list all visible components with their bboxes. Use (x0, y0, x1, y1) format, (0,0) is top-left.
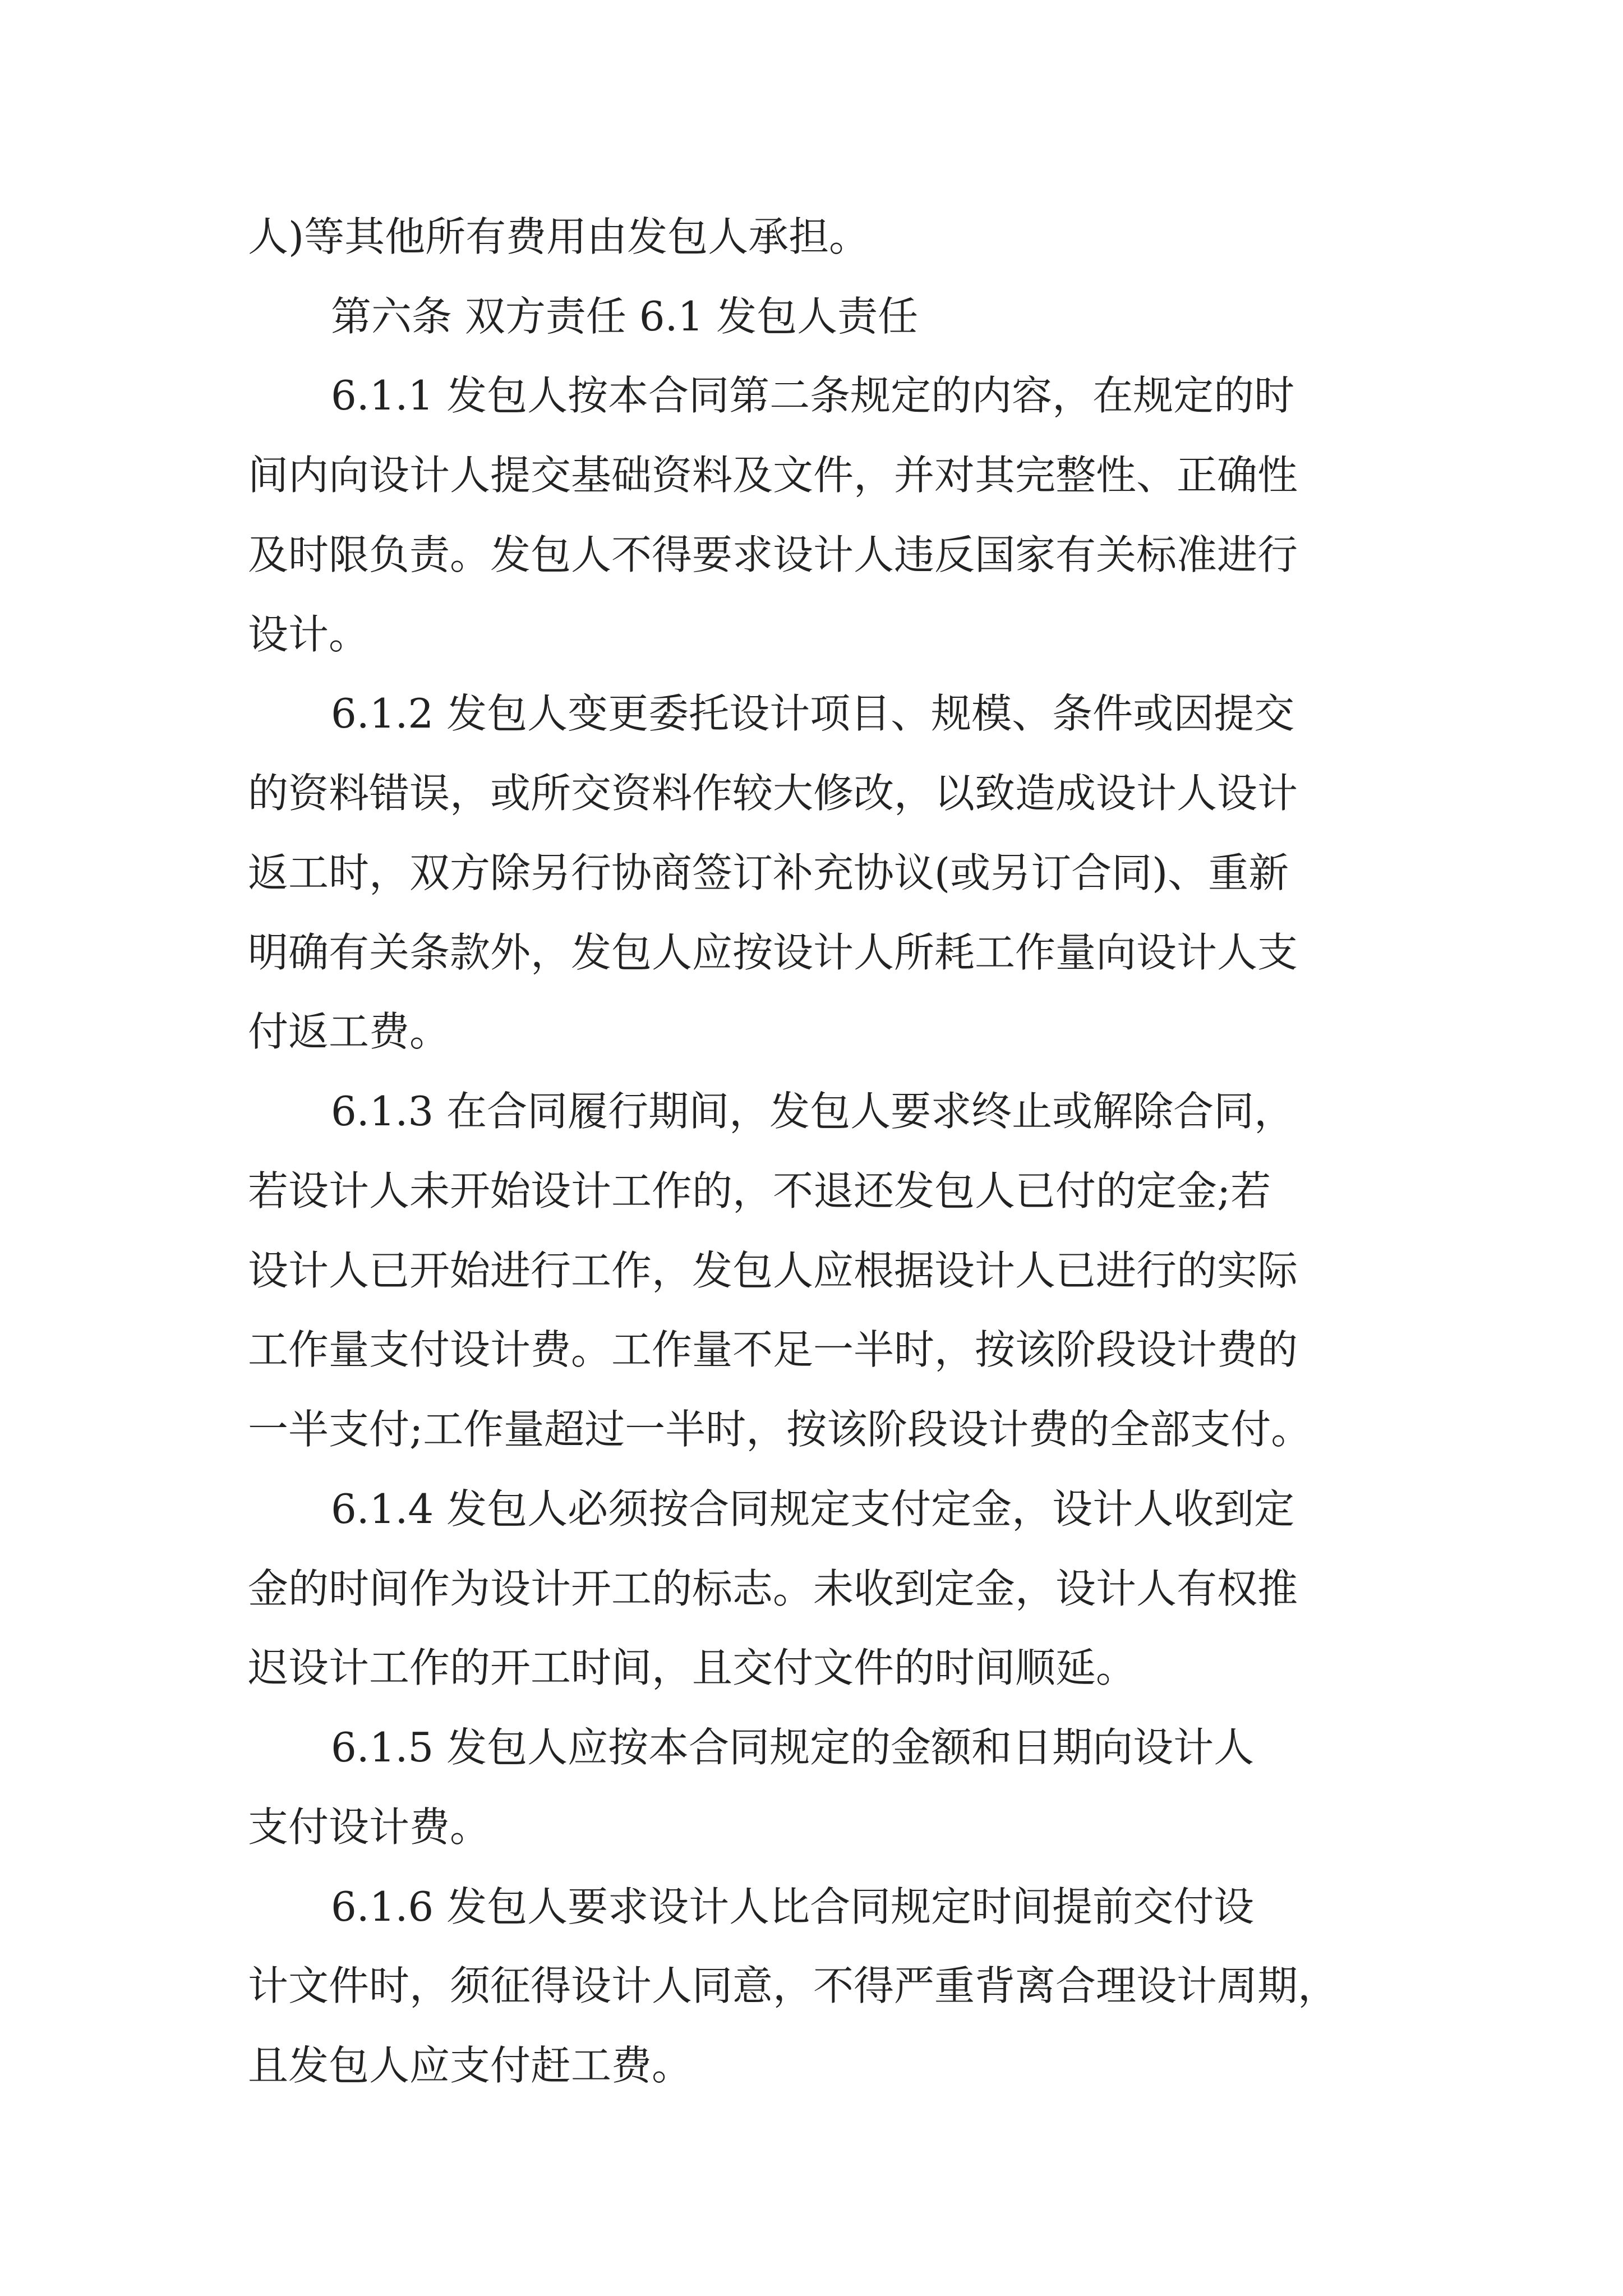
text-line: 人)等其他所有费用由发包人承担。 (248, 213, 870, 260)
text-line: 金的时间作为设计开工的标志。未收到定金，设计人有权推 (248, 1565, 1298, 1612)
text-line: 付返工费。 (248, 1008, 450, 1055)
text-line: 6.1.1 发包人按本合同第二条规定的内容，在规定的时 (331, 372, 1295, 419)
text-line: 一半支付;工作量超过一半时，按该阶段设计费的全部支付。 (248, 1406, 1312, 1453)
text-line: 间内向设计人提交基础资料及文件，并对其完整性、正确性 (248, 452, 1298, 499)
text-line: 及时限负责。发包人不得要求设计人违反国家有关标准进行 (248, 531, 1298, 578)
text-line: 6.1.3 在合同履行期间，发包人要求终止或解除合同， (331, 1088, 1295, 1135)
text-line: 返工时，双方除另行协商签订补充协议(或另订合同)、重新 (248, 849, 1289, 896)
text-line: 6.1.2 发包人变更委托设计项目、规模、条件或因提交 (331, 690, 1295, 737)
text-line: 计文件时，须征得设计人同意，不得严重背离合理设计周期， (248, 1962, 1339, 2009)
text-line: 设计人已开始进行工作，发包人应根据设计人已进行的实际 (248, 1247, 1298, 1294)
section-heading: 第六条 双方责任 6.1 发包人责任 (331, 293, 919, 340)
text-line: 明确有关条款外，发包人应按设计人所耗工作量向设计人支 (248, 929, 1298, 976)
text-line: 6.1.5 发包人应按本合同规定的金额和日期向设计人 (331, 1724, 1255, 1771)
text-line: 6.1.4 发包人必须按合同规定支付定金，设计人收到定 (331, 1485, 1295, 1533)
text-line: 且发包人应支付赶工费。 (248, 2042, 693, 2089)
text-line: 迟设计工作的开工时间，且交付文件的时间顺延。 (248, 1644, 1137, 1691)
text-line: 工作量支付设计费。工作量不足一半时，按该阶段设计费的 (248, 1326, 1298, 1373)
text-line: 6.1.6 发包人要求设计人比合同规定时间提前交付设 (331, 1883, 1255, 1930)
text-line: 若设计人未开始设计工作的，不退还发包人已付的定金;若 (248, 1167, 1271, 1214)
text-line: 支付设计费。 (248, 1803, 491, 1851)
text-line: 的资料错误，或所交资料作较大修改，以致造成设计人设计 (248, 770, 1298, 817)
text-line: 设计。 (248, 611, 370, 658)
